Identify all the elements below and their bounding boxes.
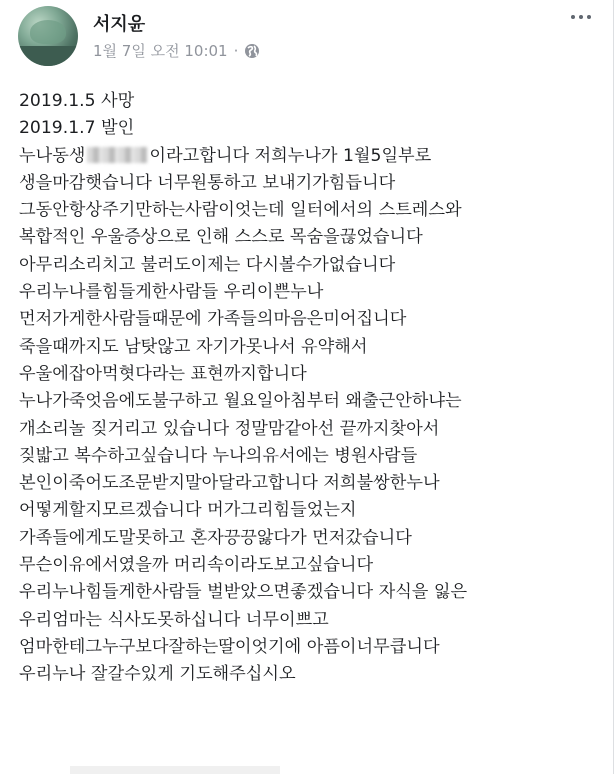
post-line: 먼저가게한사람들때문에 가족들의마음은미어집니다 xyxy=(19,309,407,330)
more-horizontal-icon[interactable] xyxy=(566,10,596,24)
more-dot xyxy=(571,15,575,19)
post-line: 우리누나 잘갈수있게 기도해주십시오 xyxy=(19,664,296,685)
more-dot xyxy=(579,15,583,19)
globe-icon[interactable] xyxy=(244,43,260,59)
post-body xyxy=(19,88,604,689)
avatar-tree-shape xyxy=(30,20,66,44)
post-line: 죽을때까지도 남탓않고 자기가못나서 유약해서 xyxy=(19,336,368,357)
reaction-bar-hint xyxy=(70,766,280,774)
post-line: 무슨이유에서였을까 머리속이라도보고싶습니다 xyxy=(19,555,374,576)
post-line: 우리누나를힘들게한사람들 우리이쁜누나 xyxy=(19,282,324,303)
post-line: 2019.1.7 발인 xyxy=(19,118,135,139)
post-line: 누나가죽엇음에도불구하고 월요일아침부터 왜출근안하냐는 xyxy=(19,391,462,412)
post-line: 가족들에게도말못하고 혼자끙끙앓다가 먼저갔습니다 xyxy=(19,527,412,548)
post-line: 우리누나힘들게한사람들 벌받았으면좋겠습니다 자식을 잃은 xyxy=(19,582,468,603)
more-dot xyxy=(587,15,591,19)
avatar[interactable] xyxy=(18,6,78,66)
author-name[interactable]: 서지윤 xyxy=(93,14,146,35)
redacted-name xyxy=(87,147,147,163)
post-line: 아무리소리치고 불러도이제는 다시볼수가없습니다 xyxy=(19,254,396,275)
post-line: 우울에잡아먹혓다라는 표현까지합니다 xyxy=(19,363,307,384)
post-line: 짖밟고 복수하고싶습니다 누나의유서에는 병원사람들 xyxy=(19,445,418,466)
post-line: 어떻게할지모르겠습니다 머가그리힘들었는지 xyxy=(19,500,357,521)
post-line: 복합적인 우울증상으로 인해 스스로 목숨을끊었습니다 xyxy=(19,227,423,248)
post-meta xyxy=(93,40,260,61)
meta-separator: · xyxy=(233,41,239,60)
post-line: 본인이죽어도조문받지말아달라고합니다 저희불쌍한누나 xyxy=(19,473,440,494)
post-line: 개소리놀 짖거리고 있습니다 정말맘같아선 끝까지찾아서 xyxy=(19,418,440,439)
post-line: 엄마한테그누구보다잘하는딸이엇기에 아픔이너무큽니다 xyxy=(19,636,440,657)
post-line-suffix: 이라고합니다 저희누나가 1월5일부로 xyxy=(149,145,432,166)
post-line: 우리엄마는 식사도못하십니다 너무이쁘고 xyxy=(19,609,329,630)
post-line-with-redaction xyxy=(19,143,604,170)
post-line-prefix: 누나동생 xyxy=(19,145,86,166)
avatar-ground-shape xyxy=(18,46,78,66)
post-line: 2019.1.5 사망 xyxy=(19,91,135,111)
post-line: 그동안항상주기만하는사람이엇는데 일터에서의 스트레스와 xyxy=(19,200,462,221)
post-timestamp[interactable]: 1월 7일 오전 10:01 xyxy=(93,42,228,60)
post-line: 생을마감햇습니다 너무원통하고 보내기가힘듭니다 xyxy=(19,172,396,193)
